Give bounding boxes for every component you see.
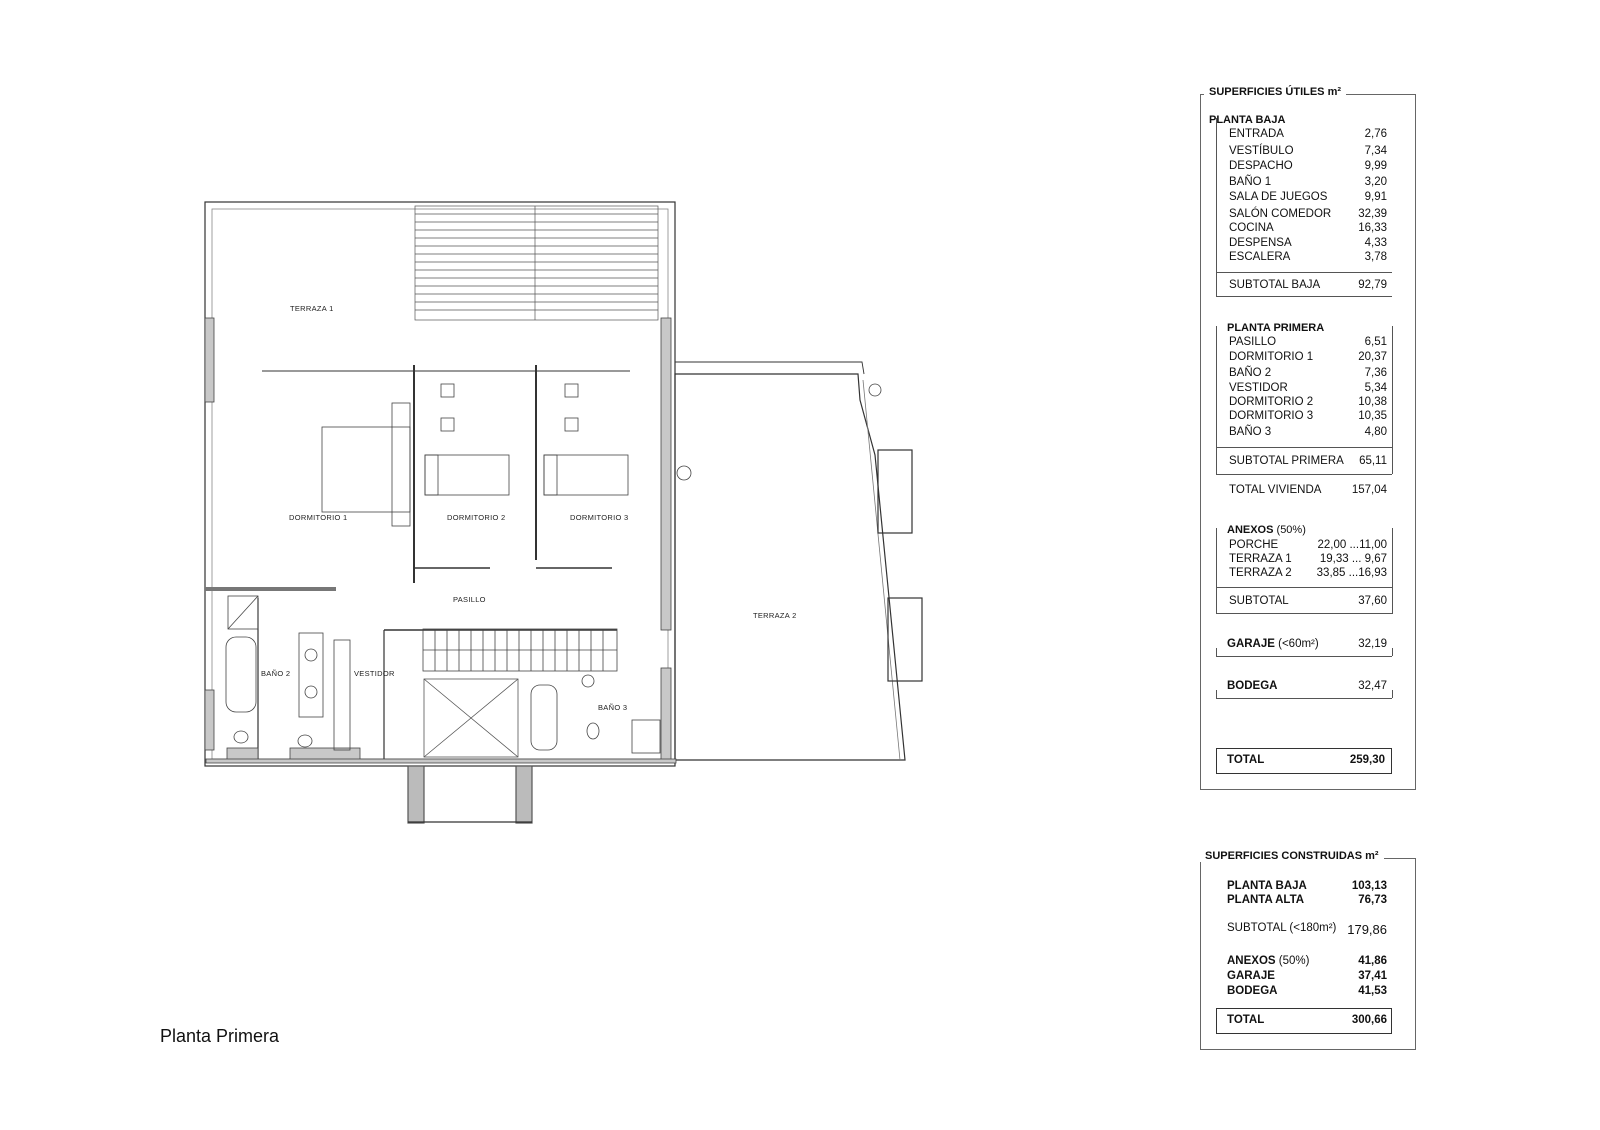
terraza-table	[677, 466, 691, 480]
planter-1	[878, 450, 912, 533]
stair-void	[424, 679, 518, 757]
shower-bano-3	[632, 720, 660, 753]
plan-caption: Planta Primera	[160, 1026, 280, 1046]
room-label-vestidor: VESTIDOR	[354, 669, 395, 678]
room-label-bano2: BAÑO 2	[261, 669, 291, 678]
terraza2-outline	[675, 374, 905, 760]
planta-primera-header: PLANTA PRIMERA	[1227, 322, 1325, 334]
vestidor-rail	[334, 640, 350, 750]
floor-plan-page: TERRAZA 1 DORMITORIO 1 DORMITORIO 2 DORMITORIO 3 PASILLO TERRAZA 2 BAÑO 2 VESTIDOR BAÑO 3 Planta Primera SUPERFICIES ÚTILES m² PLANTA BAJA ENTRADA 2,76 VESTÍBULO 7,34 DESPACHO 9,99 BAÑO 1 3,20 SALA DE JUEGOS 9,91 SALÓN COMEDOR 32,39 COCINA 16,33 DESPENSA 4,33 ESCALERA 3,78 SUBTOTAL BAJA 92,79 PLANTA PRIMERA PASILLO 6,51 DORMITORIO 1 20,37 BAÑO 2 7,36 VESTIDOR 5,34 DORMITORIO 2 10,38 DORMITORIO 3 10,35 BAÑO 3 4,80 SUBTOTAL PRIMERA 65,11 TOTAL VIVIENDA 157,04 ANEXOS (50%) PORCHE 22,00 ...11,00 TERRAZA 1 19,33 ... 9,67 TERRAZA 2 33,85 ...16,93 SUBTOTAL 37,60 GARAJE (<60m²) 32,19 BODEGA 32,47 TOTAL 259,30 SUPERFICIES CONSTRUIDAS m² PLANTA BAJA 103,13 PLANTA ALTA 76,73 SUBTOTAL (<180m²) 179,86 ANEXOS (50%) 41,86 GARAJE 37,41 BODEGA 41,53 TOTAL 300,66	[0, 0, 1600, 1130]
room-label-dormitorio2: DORMITORIO 2	[447, 513, 506, 522]
anexos-header: ANEXOS (50%)	[1227, 524, 1306, 536]
room-label-terraza1: TERRAZA 1	[290, 304, 334, 313]
room-label-bano3: BAÑO 3	[598, 703, 628, 712]
bathtub-bano-2	[226, 637, 256, 712]
outer-wall	[205, 202, 675, 766]
wall-fills	[205, 318, 676, 763]
staircase	[423, 629, 617, 671]
planta-baja-header: PLANTA BAJA	[1209, 114, 1286, 126]
room-label-pasillo: PASILLO	[453, 595, 486, 604]
room-label-dormitorio3: DORMITORIO 3	[570, 513, 629, 522]
porch-projection	[408, 766, 532, 823]
bathtub-bano-3	[531, 685, 557, 750]
pergola	[415, 206, 658, 320]
room-label-dormitorio1: DORMITORIO 1	[289, 513, 348, 522]
superficies-construidas-title: SUPERFICIES CONSTRUIDAS m²	[1200, 850, 1384, 862]
room-label-terraza2: TERRAZA 2	[753, 611, 797, 620]
bed-dormitorio-1	[322, 427, 410, 512]
bed-dormitorio-3	[544, 455, 628, 495]
superficies-utiles-title: SUPERFICIES ÚTILES m²	[1204, 86, 1346, 98]
